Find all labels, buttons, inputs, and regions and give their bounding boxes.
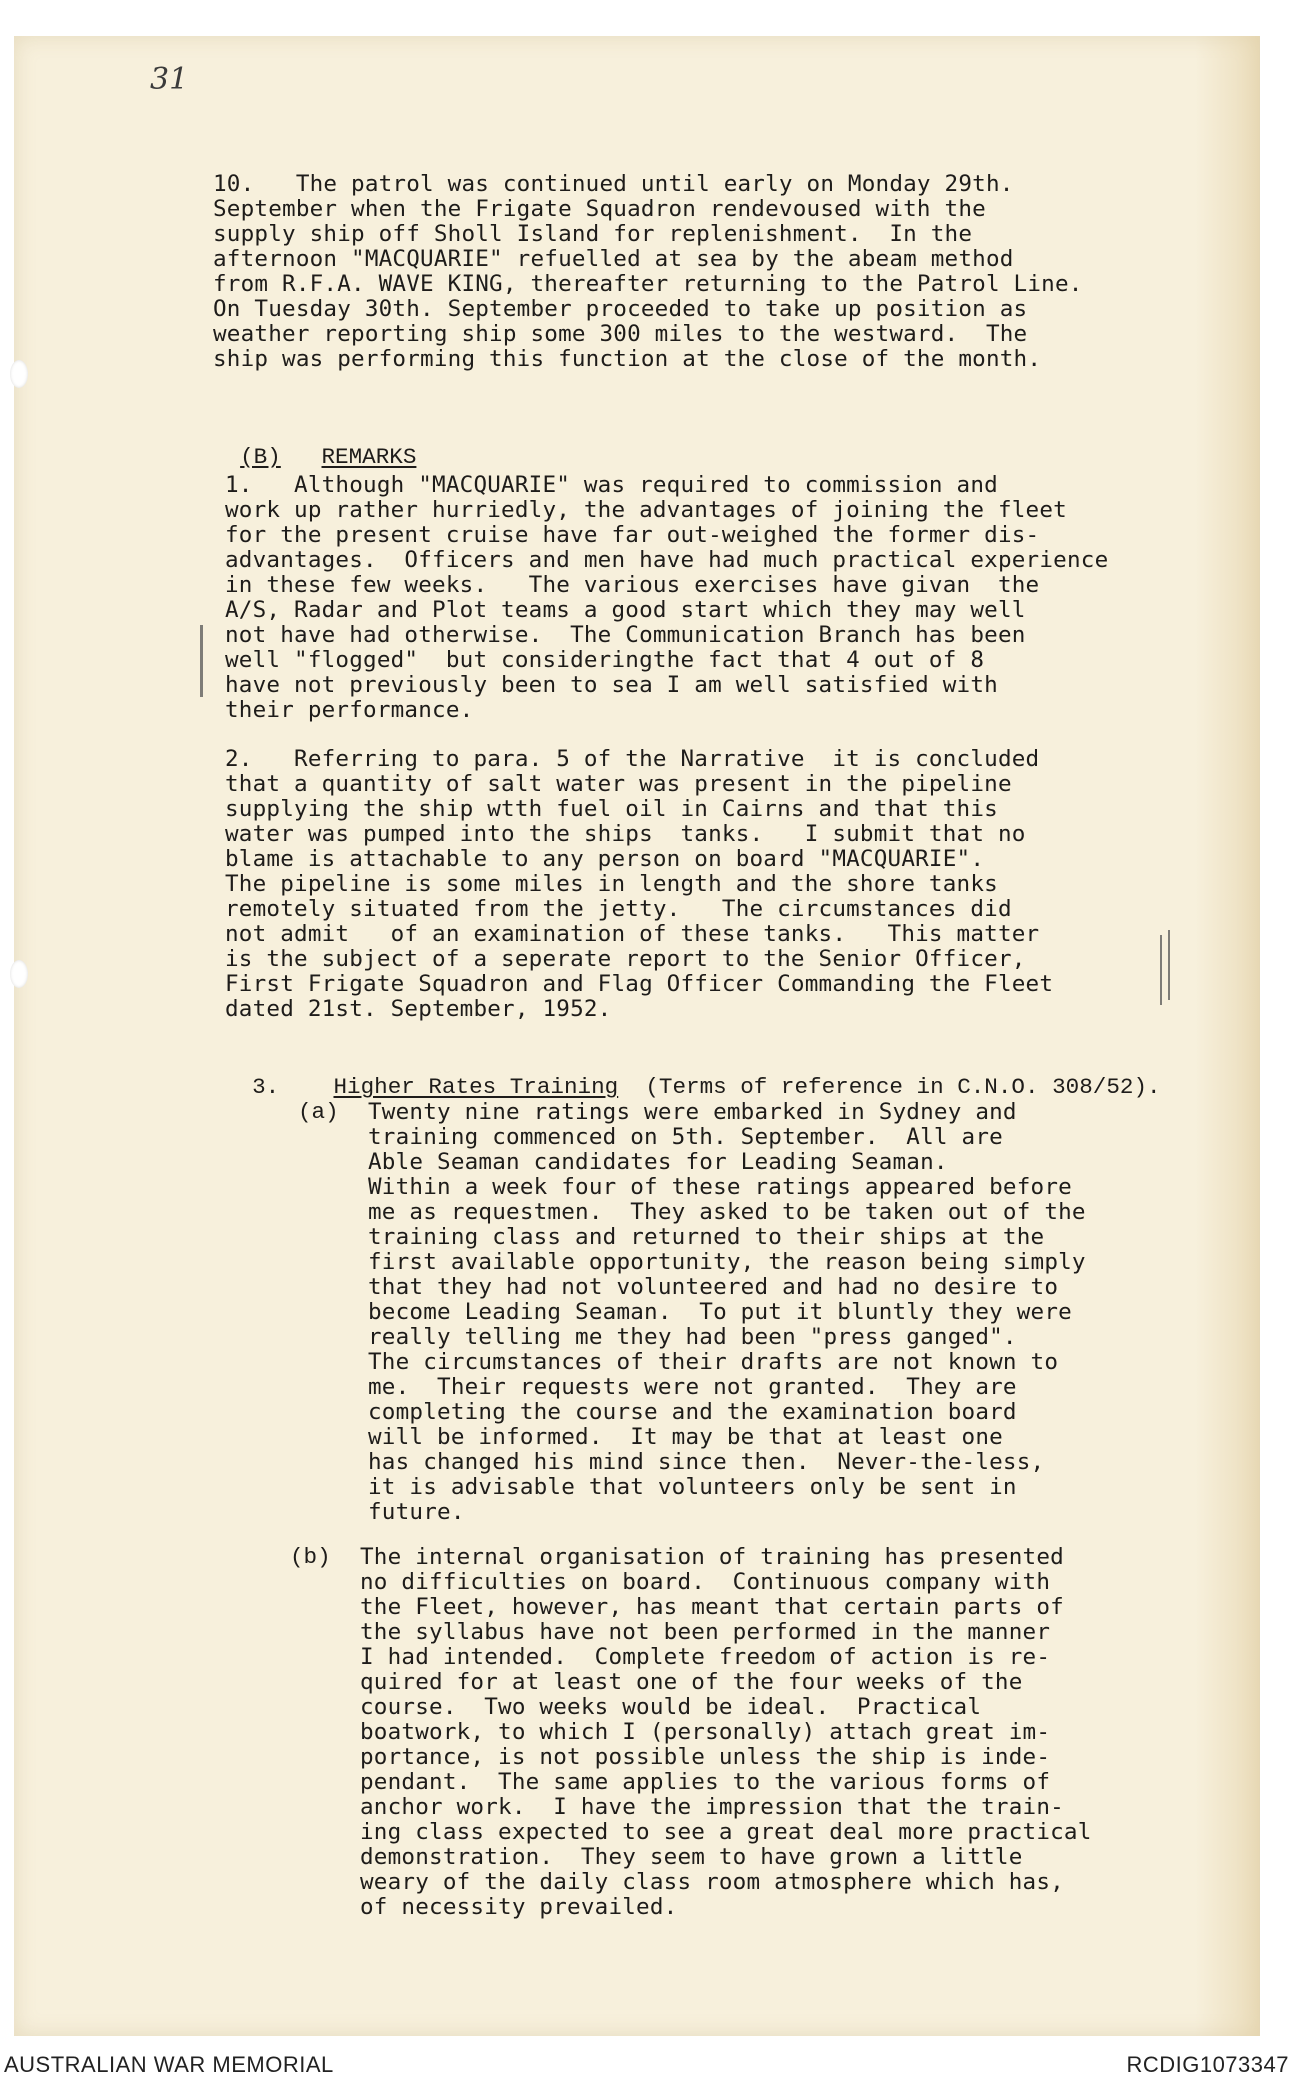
page-number: 31 [150,62,189,97]
sub-b-text: The internal organisation of training has presented no difficulties on board. Continuous company with the Fleet, however, has meant that certain parts of the syllabus have not been performed in the manner I had intended. Complete freedom of action is re- quired for at least one of the four weeks of the course. Two weeks would be ideal. Practical boatwork, to which I (personally) attach great im- portance, is not possible unless the ship is inde- pendant. The same applies to the various forms of anchor work. I have the impression that the train- ing class expected to see a great deal more practical demonstration. They seem to have grown a little weary of the daily class room atmosphere which has, of necessity prevailed. [360,1544,1092,1920]
remark-3-title: Higher Rates Training [333,1074,619,1100]
paragraph-10: 10. The patrol was continued until early on Monday 29th. September when the Frigate Squadron rendevoused with the supply ship off Sholl Island for replenishment. In the afternoon "MACQUARIE" refuelled at sea by the abeam method from R.F.A. WAVE KING, thereafter returning to the Patrol Line. On Tuesday 30th. September proceeded to take up position as weather reporting ship some 300 miles to the westward. The ship was performing this function at the close of the month. [213,171,1083,372]
section-b-title: REMARKS [321,444,417,470]
remark-3-number: 3. [252,1074,280,1100]
sub-b-label: (b) [290,1544,331,1570]
section-b-label: (B) [240,444,281,470]
footer-archive-name: AUSTRALIAN WAR MEMORIAL [4,2052,334,2077]
margin-mark [200,625,203,697]
section-b-heading [213,420,416,470]
punch-hole [10,960,28,988]
margin-mark [1168,930,1170,1000]
remark-2: 2. Referring to para. 5 of the Narrative it is concluded that a quantity of salt water was present in the pipeline supplying the ship wtth fuel oil in Cairns and that this water was pumped into the ships tanks. I submit that no blame is attachable to any person on board "MACQUARIE". The pipeline is some miles in length and the shore tanks remotely situated from the jetty. The circumstances did not admit of an examination of these tanks. This matter is the subject of a seperate report to the Senior Officer, First Frigate Squadron and Flag Officer Commanding the Fleet dated 21st. September, 1952. [225,746,1054,1022]
remark-3-reference: (Terms of reference in C.N.O. 308/52). [645,1074,1161,1100]
footer-reference-id: RCDIG1073347 [1126,2052,1289,2077]
page-edge-stain [1195,36,1259,2036]
remark-3-heading [225,1050,1161,1100]
punch-hole [10,360,28,388]
remark-1: 1. Although "MACQUARIE" was required to commission and work up rather hurriedly, the advantages of joining the fleet for the present cruise have far out-weighed the former dis- advantages. Officers and men have had much practical experience in these few weeks. The various exercises have givan the A/S, Radar and Plot teams a good start which they may well not have had otherwise. The Communication Branch has been well "flogged" but consideringthe fact that 4 out of 8 have not previously been to sea I am well satisfied with their performance. [225,472,1109,723]
sub-a-text: Twenty nine ratings were embarked in Sydney and training commenced on 5th. September. All are Able Seaman candidates for Leading Seaman. Within a week four of these ratings appeared before me as requestmen. They asked to be taken out of the training class and returned to their ships at the first available opportunity, the reason being simply that they had not volunteered and had no desire to become Leading Seaman. To put it bluntly they were really telling me they had been "press ganged". The circumstances of their drafts are not known to me. Their requests were not granted. They are completing the course and the examination board will be informed. It may be that at least one has changed his mind since then. Never-the-less, it is advisable that volunteers only be sent in future. [368,1099,1086,1525]
sub-a-label: (a) [298,1099,339,1125]
margin-mark [1160,935,1162,1005]
